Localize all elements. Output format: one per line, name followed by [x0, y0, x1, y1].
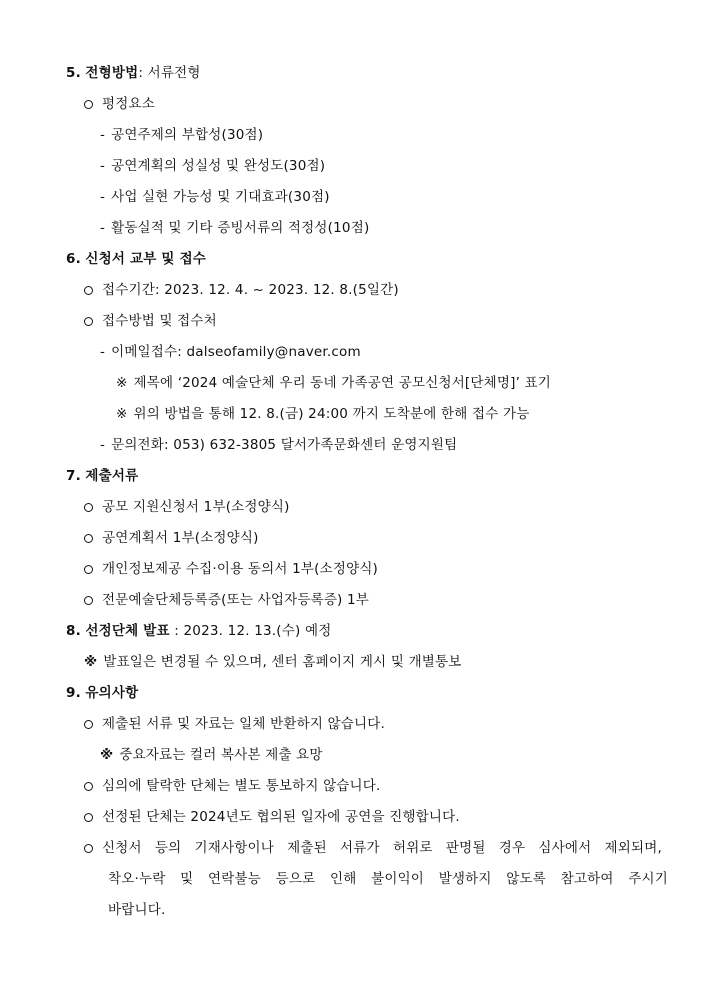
- application-period: 접수기간: 2023. 12. 4. ~ 2023. 12. 8.(5일간): [84, 281, 399, 299]
- circle-bullet-icon: [84, 286, 93, 295]
- dash-bullet-icon: -: [100, 189, 106, 205]
- note-email-subject: ※ 제목에 ‘2024 예술단체 우리 동네 가족공연 공모신청서[단체명]’ 표기: [116, 375, 552, 391]
- email-application: - 이메일접수: dalseofamily@naver.com: [100, 344, 361, 360]
- dash-bullet-icon: -: [100, 220, 106, 236]
- circle-bullet-icon: [84, 503, 93, 512]
- section-title: 유의사항: [85, 685, 139, 701]
- list-item: 공모 지원신청서 1부(소정양식): [84, 498, 290, 516]
- list-item: - 공연계획의 성실성 및 완성도(30점): [100, 158, 326, 174]
- circle-bullet-icon: [84, 534, 93, 543]
- reference-mark-icon: ※: [116, 375, 128, 391]
- list-item: - 활동실적 및 기타 증빙서류의 적정성(10점): [100, 220, 370, 236]
- list-item: 공연계획서 1부(소정양식): [84, 529, 259, 547]
- section-title: 제출서류: [85, 468, 139, 484]
- section-title: 신청서 교부 및 접수: [85, 251, 207, 267]
- contact-phone: - 문의전화: 053) 632-3805 달서가족문화센터 운영지원팀: [100, 437, 458, 453]
- section-number: 5.: [66, 65, 81, 81]
- section-value: : 2023. 12. 13.(수) 예정: [174, 623, 332, 639]
- circle-bullet-icon: [84, 565, 93, 574]
- dash-bullet-icon: -: [100, 437, 106, 453]
- section-number: 8.: [66, 623, 81, 639]
- section-title: 전형방법: [85, 65, 139, 81]
- note-deadline: ※ 위의 방법을 통해 12. 8.(금) 24:00 까지 도착분에 한해 접수 가능: [116, 406, 530, 422]
- section-8-heading: [66, 622, 331, 640]
- color-copy-note: ※ 중요자료는 컬러 복사본 제출 요망: [100, 747, 323, 763]
- list-item: - 공연주제의 부합성(30점): [100, 127, 264, 143]
- circle-bullet-icon: [84, 813, 93, 822]
- circle-bullet-icon: [84, 100, 93, 109]
- list-item: - 사업 실현 가능성 및 기대효과(30점): [100, 189, 330, 205]
- reference-mark-icon: ※: [84, 654, 98, 670]
- list-item: 선정된 단체는 2024년도 협의된 일자에 공연을 진행합니다.: [84, 808, 460, 826]
- list-item: 전문예술단체등록증(또는 사업자등록증) 1부: [84, 591, 369, 609]
- reference-mark-icon: ※: [116, 406, 128, 422]
- list-item: 제출된 서류 및 자료는 일체 반환하지 않습니다.: [84, 715, 385, 733]
- list-item-continued: 바랍니다.: [108, 902, 166, 918]
- list-item: 심의에 탈락한 단체는 별도 통보하지 않습니다.: [84, 777, 381, 795]
- dash-bullet-icon: -: [100, 344, 106, 360]
- circle-bullet-icon: [84, 596, 93, 605]
- section-5-heading: [66, 64, 201, 82]
- circle-bullet-icon: [84, 720, 93, 729]
- circle-bullet-icon: [84, 844, 93, 853]
- circle-bullet-icon: [84, 782, 93, 791]
- section-number: 6.: [66, 251, 81, 267]
- dash-bullet-icon: -: [100, 127, 106, 143]
- section-7-heading: [66, 467, 138, 485]
- section-value: : 서류전형: [138, 65, 201, 81]
- announcement-note: ※ 발표일은 변경될 수 있으며, 센터 홈페이지 게시 및 개별통보: [84, 654, 462, 670]
- section-number: 9.: [66, 685, 81, 701]
- eval-criteria-label: 평정요소: [84, 95, 155, 113]
- list-item: 개인정보제공 수집·이용 동의서 1부(소정양식): [84, 560, 378, 578]
- section-6-heading: [66, 250, 206, 268]
- application-method-label: 접수방법 및 접수처: [84, 312, 217, 330]
- section-title: 선정단체 발표: [85, 623, 170, 639]
- section-number: 7.: [66, 468, 81, 484]
- dash-bullet-icon: -: [100, 158, 106, 174]
- circle-bullet-icon: [84, 317, 93, 326]
- list-item: 신청서 등의 기재사항이나 제출된 서류가 허위로 판명될 경우 심사에서 제외되며,: [84, 839, 662, 857]
- section-9-heading: [66, 684, 138, 702]
- list-item-continued: 착오·누락 및 연락불능 등으로 인해 불이익이 발생하지 않도록 참고하여 주시기: [108, 871, 668, 887]
- reference-mark-icon: ※: [100, 747, 114, 763]
